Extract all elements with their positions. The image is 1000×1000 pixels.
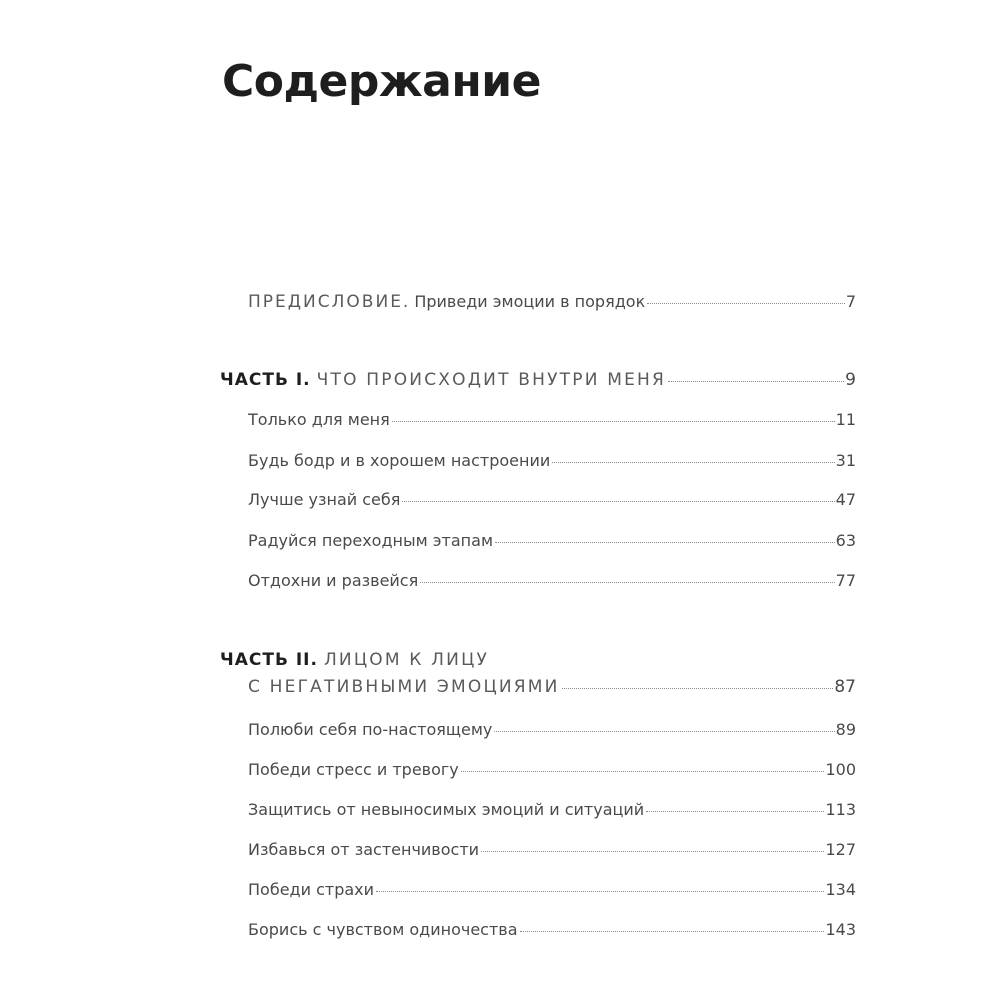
toc-chapter[interactable] <box>248 880 856 899</box>
chapter-title: Отдохни и развейся <box>248 571 419 590</box>
toc-part-2-continued[interactable] <box>248 677 856 697</box>
dot-leader <box>420 582 834 583</box>
toc-chapter[interactable] <box>248 410 856 429</box>
toc-chapter[interactable] <box>248 840 856 859</box>
chapter-title: Победи страхи <box>248 880 375 899</box>
part-label: ЧАСТЬ II. <box>220 650 318 670</box>
part-title-line2: С НЕГАТИВНЫМИ ЭМОЦИЯМИ <box>248 677 560 697</box>
page-number: 63 <box>835 531 856 550</box>
page-number: 113 <box>825 800 856 819</box>
chapter-title: Избавься от застенчивости <box>248 840 480 859</box>
toc-chapter[interactable] <box>248 451 856 470</box>
dot-leader <box>481 851 824 852</box>
dot-leader <box>392 421 835 422</box>
page-number: 100 <box>825 760 856 779</box>
dot-leader <box>647 303 845 304</box>
page-title: Содержание <box>222 56 541 107</box>
page-number: 11 <box>835 410 856 429</box>
preface-text: Приведи эмоции в порядок <box>414 292 646 311</box>
page-number: 47 <box>835 490 856 509</box>
toc-chapter[interactable] <box>248 720 856 739</box>
dot-leader <box>562 688 834 689</box>
page-number: 134 <box>825 880 856 899</box>
page-number: 9 <box>845 370 856 390</box>
page-number: 87 <box>834 677 856 697</box>
toc-chapter[interactable] <box>248 571 856 590</box>
chapter-title: Полюби себя по-настоящему <box>248 720 493 739</box>
page-number: 127 <box>825 840 856 859</box>
chapter-title: Борись с чувством одиночества <box>248 920 518 939</box>
chapter-title: Только для меня <box>248 410 390 429</box>
toc-chapter[interactable] <box>248 490 856 509</box>
dot-leader <box>494 731 834 732</box>
page-number: 89 <box>835 720 856 739</box>
page-number: 31 <box>835 451 856 470</box>
toc-part-1[interactable] <box>220 370 856 390</box>
toc-chapter[interactable] <box>248 760 856 779</box>
dot-leader <box>402 501 834 502</box>
page-number: 7 <box>845 292 856 311</box>
page-number: 77 <box>835 571 856 590</box>
preface-label: ПРЕДИСЛОВИЕ. <box>248 292 411 312</box>
chapter-title: Будь бодр и в хорошем настроении <box>248 451 551 470</box>
chapter-title: Победи стресс и тревогу <box>248 760 459 779</box>
dot-leader <box>520 931 825 932</box>
dot-leader <box>376 891 824 892</box>
toc-chapter[interactable] <box>248 920 856 939</box>
toc-entry-preface[interactable] <box>248 292 856 312</box>
toc-chapter[interactable] <box>248 800 856 819</box>
toc-chapter[interactable] <box>248 531 856 550</box>
chapter-title: Лучше узнай себя <box>248 490 401 509</box>
dot-leader <box>495 542 835 543</box>
chapter-title: Защитись от невыносимых эмоций и ситуаций <box>248 800 645 819</box>
toc-part-2[interactable] <box>220 650 856 670</box>
dot-leader <box>668 381 844 382</box>
page-number: 143 <box>825 920 856 939</box>
dot-leader <box>552 462 834 463</box>
dot-leader <box>646 811 824 812</box>
part-label: ЧАСТЬ I. <box>220 370 311 390</box>
dot-leader <box>461 771 825 772</box>
part-title: ЧТО ПРОИСХОДИТ ВНУТРИ МЕНЯ <box>316 370 667 390</box>
chapter-title: Радуйся переходным этапам <box>248 531 494 550</box>
part-title-line1: ЛИЦОМ К ЛИЦУ <box>323 650 490 670</box>
